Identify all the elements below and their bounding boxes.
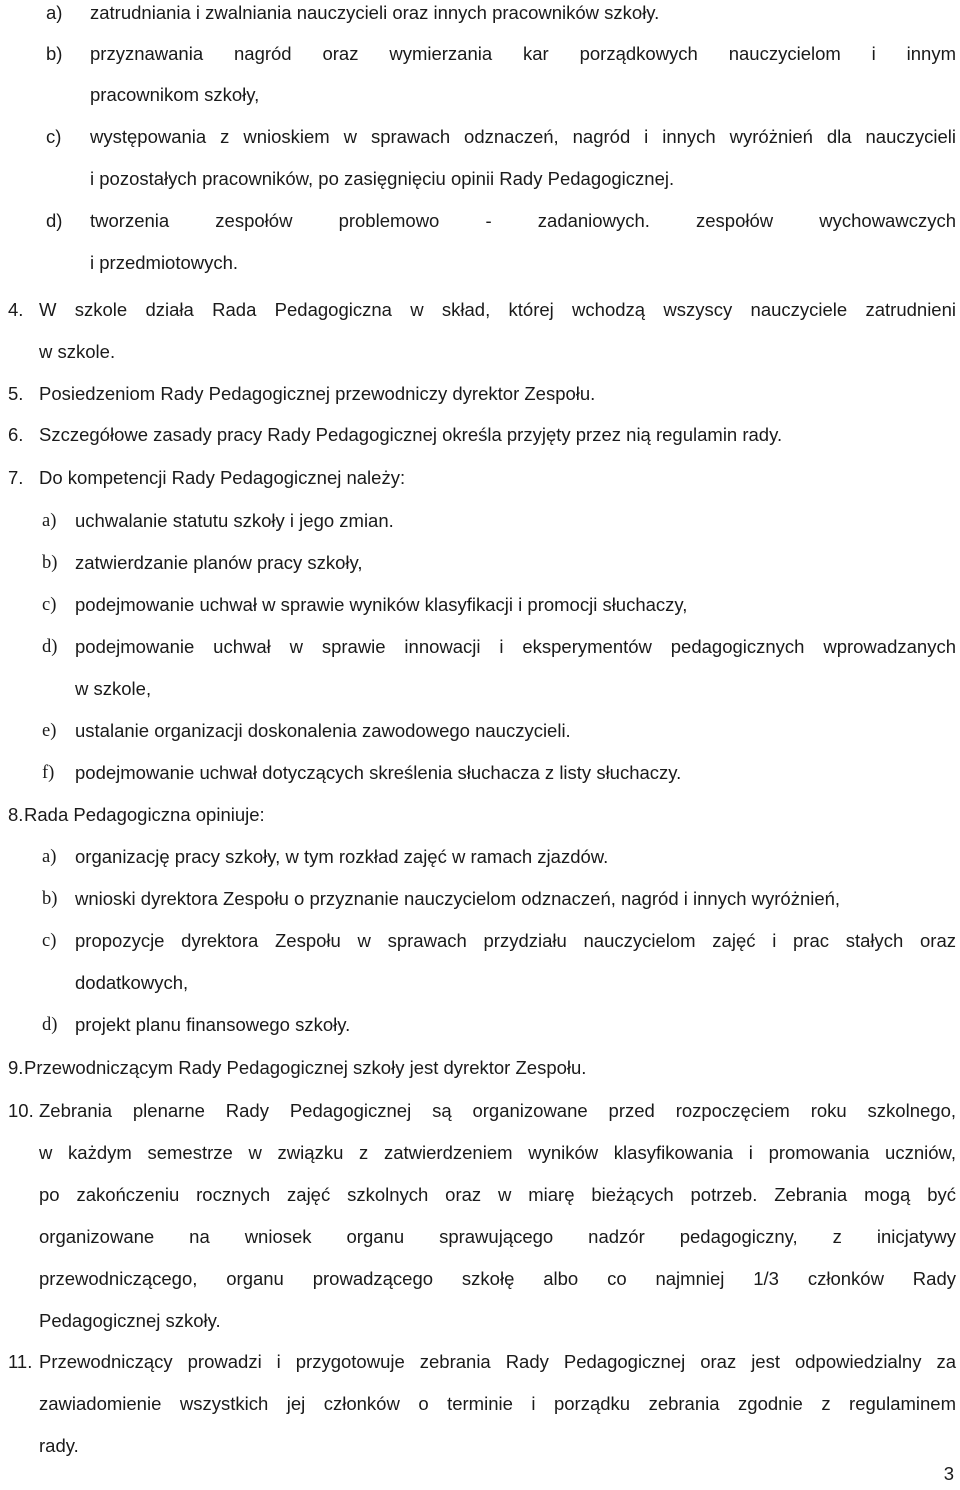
item-label: d) xyxy=(42,1015,58,1035)
item-label: a) xyxy=(42,847,57,867)
paragraph-number: 6. xyxy=(8,424,24,445)
list-item-continuation xyxy=(90,158,956,200)
paragraph-text: w każdym semestrze w związku z zatwierdzeniem wyników klasyfikowania i promowania uczniów, xyxy=(39,1142,956,1163)
list-item xyxy=(46,0,956,34)
paragraph-continuation xyxy=(39,1174,956,1216)
list-item xyxy=(42,878,956,920)
item-label: e) xyxy=(42,721,57,741)
numbered-paragraph xyxy=(8,373,956,415)
paragraph-text: Posiedzeniom Rady Pedagogicznej przewodniczy dyrektor Zespołu. xyxy=(39,383,596,404)
paragraph-number: 4. xyxy=(8,299,24,320)
paragraph-text: Zebrania plenarne Rady Pedagogicznej są organizowane przed rozpoczęciem roku szkolnego, xyxy=(39,1100,956,1121)
paragraph-continuation xyxy=(39,1300,956,1342)
item-text: wnioski dyrektora Zespołu o przyznanie nauczycielom odznaczeń, nagród i innych wyróżnień, xyxy=(75,888,841,909)
item-text: i pozostałych pracowników, po zasięgnięciu opinii Rady Pedagogicznej. xyxy=(90,168,675,189)
numbered-paragraph xyxy=(8,289,956,331)
paragraph-text: Do kompetencji Rady Pedagogicznej należy: xyxy=(39,467,406,488)
paragraph-continuation xyxy=(39,1258,956,1300)
paragraph-number: 10. xyxy=(8,1100,34,1121)
paragraph-number: 9. xyxy=(8,1057,24,1078)
item-text: propozycje dyrektora Zespołu w sprawach przydziału nauczycielom zajęć i prac stałych oraz xyxy=(75,930,956,951)
item-text: pracownikom szkoły, xyxy=(90,84,260,105)
list-item xyxy=(46,33,956,75)
item-text: przyznawania nagród oraz wymierzania kar porządkowych nauczycielom i innym xyxy=(90,43,956,64)
item-text: zatrudniania i zwalniania nauczycieli oraz innych pracowników szkoły. xyxy=(90,2,660,23)
list-item xyxy=(46,116,956,158)
list-item-continuation xyxy=(75,962,956,1004)
item-text: podejmowanie uchwał w sprawie wyników klasyfikacji i promocji słuchaczy, xyxy=(75,594,688,615)
paragraph-text: Pedagogicznej szkoły. xyxy=(39,1310,221,1331)
paragraph-text: w szkole. xyxy=(39,341,116,362)
paragraph-continuation xyxy=(39,331,956,373)
paragraph-text: W szkole działa Rada Pedagogiczna w skład, której wchodzą wszyscy nauczyciele zatrudnieni xyxy=(39,299,956,320)
list-item xyxy=(46,200,956,242)
item-label: c) xyxy=(42,595,57,615)
item-text: zatwierdzanie planów pracy szkoły, xyxy=(75,552,363,573)
item-text: uchwalanie statutu szkoły i jego zmian. xyxy=(75,510,394,531)
paragraph-text: Przewodniczący prowadzi i przygotowuje zebrania Rady Pedagogicznej oraz jest odpowiedzialny za xyxy=(39,1351,956,1372)
item-label: b) xyxy=(42,889,58,909)
paragraph-number: 7. xyxy=(8,467,24,488)
list-item-continuation xyxy=(75,668,956,710)
item-label: f) xyxy=(42,763,55,783)
paragraph-text: organizowane na wniosek organu sprawującego nadzór pedagogiczny, z inicjatywy xyxy=(39,1226,956,1247)
paragraph-number: 5. xyxy=(8,383,24,404)
paragraph-text: przewodniczącego, organu prowadzącego szkołę albo co najmniej 1/3 członków Rady xyxy=(39,1268,956,1289)
item-label: d) xyxy=(42,637,58,657)
paragraph-text: Rada Pedagogiczna opiniuje: xyxy=(24,804,265,825)
list-item-continuation xyxy=(90,242,956,284)
item-label: d) xyxy=(46,210,63,231)
page-number: 3 xyxy=(943,1463,954,1484)
item-text: podejmowanie uchwał dotyczących skreślenia słuchacza z listy słuchaczy. xyxy=(75,762,682,783)
item-text: ustalanie organizacji doskonalenia zawodowego nauczycieli. xyxy=(75,720,571,741)
paragraph-continuation xyxy=(39,1425,956,1467)
list-item xyxy=(42,836,956,878)
list-item xyxy=(42,626,956,668)
paragraph-text: Przewodniczącym Rady Pedagogicznej szkoły jest dyrektor Zespołu. xyxy=(24,1057,587,1078)
item-label: a) xyxy=(42,511,57,531)
list-item xyxy=(42,920,956,962)
item-text: dodatkowych, xyxy=(75,972,189,993)
numbered-paragraph xyxy=(8,794,956,836)
list-item-continuation xyxy=(90,74,956,116)
item-label: b) xyxy=(42,553,58,573)
item-text: występowania z wnioskiem w sprawach odznaczeń, nagród i innych wyróżnień dla nauczycieli xyxy=(90,126,956,147)
list-item xyxy=(42,752,956,794)
paragraph-continuation xyxy=(39,1132,956,1174)
numbered-paragraph xyxy=(8,457,956,499)
item-text: w szkole, xyxy=(75,678,152,699)
numbered-paragraph xyxy=(8,1341,956,1383)
item-label: c) xyxy=(42,931,57,951)
item-label: c) xyxy=(46,126,62,147)
paragraph-text: zawiadomienie wszystkich jej członków o terminie i porządku zebrania zgodnie z regulaminem xyxy=(39,1393,956,1414)
paragraph-number: 11. xyxy=(8,1351,33,1372)
list-item xyxy=(42,584,956,626)
item-text: i przedmiotowych. xyxy=(90,252,239,273)
paragraph-continuation xyxy=(39,1383,956,1425)
paragraph-number: 8. xyxy=(8,804,24,825)
item-label: b) xyxy=(46,43,63,64)
paragraph-text: rady. xyxy=(39,1435,79,1456)
list-item xyxy=(42,500,956,542)
item-text: tworzenia zespołów problemowo - zadaniowych. zespołów wychowawczych xyxy=(90,210,956,231)
numbered-paragraph xyxy=(8,1047,956,1089)
list-item xyxy=(42,1004,956,1046)
item-text: podejmowanie uchwał w sprawie innowacji i eksperymentów pedagogicznych wprowadzanych xyxy=(75,636,956,657)
item-label: a) xyxy=(46,2,63,23)
list-item xyxy=(42,710,956,752)
numbered-paragraph xyxy=(8,1090,956,1132)
paragraph-continuation xyxy=(39,1216,956,1258)
numbered-paragraph xyxy=(8,414,956,456)
paragraph-text: Szczegółowe zasady pracy Rady Pedagogicznej określa przyjęty przez nią regulamin rady. xyxy=(39,424,783,445)
item-text: organizację pracy szkoły, w tym rozkład zajęć w ramach zjazdów. xyxy=(75,846,609,867)
list-item xyxy=(42,542,956,584)
paragraph-text: po zakończeniu rocznych zajęć szkolnych oraz w miarę bieżących potrzeb. Zebrania mogą być xyxy=(39,1184,956,1205)
item-text: projekt planu finansowego szkoły. xyxy=(75,1014,351,1035)
